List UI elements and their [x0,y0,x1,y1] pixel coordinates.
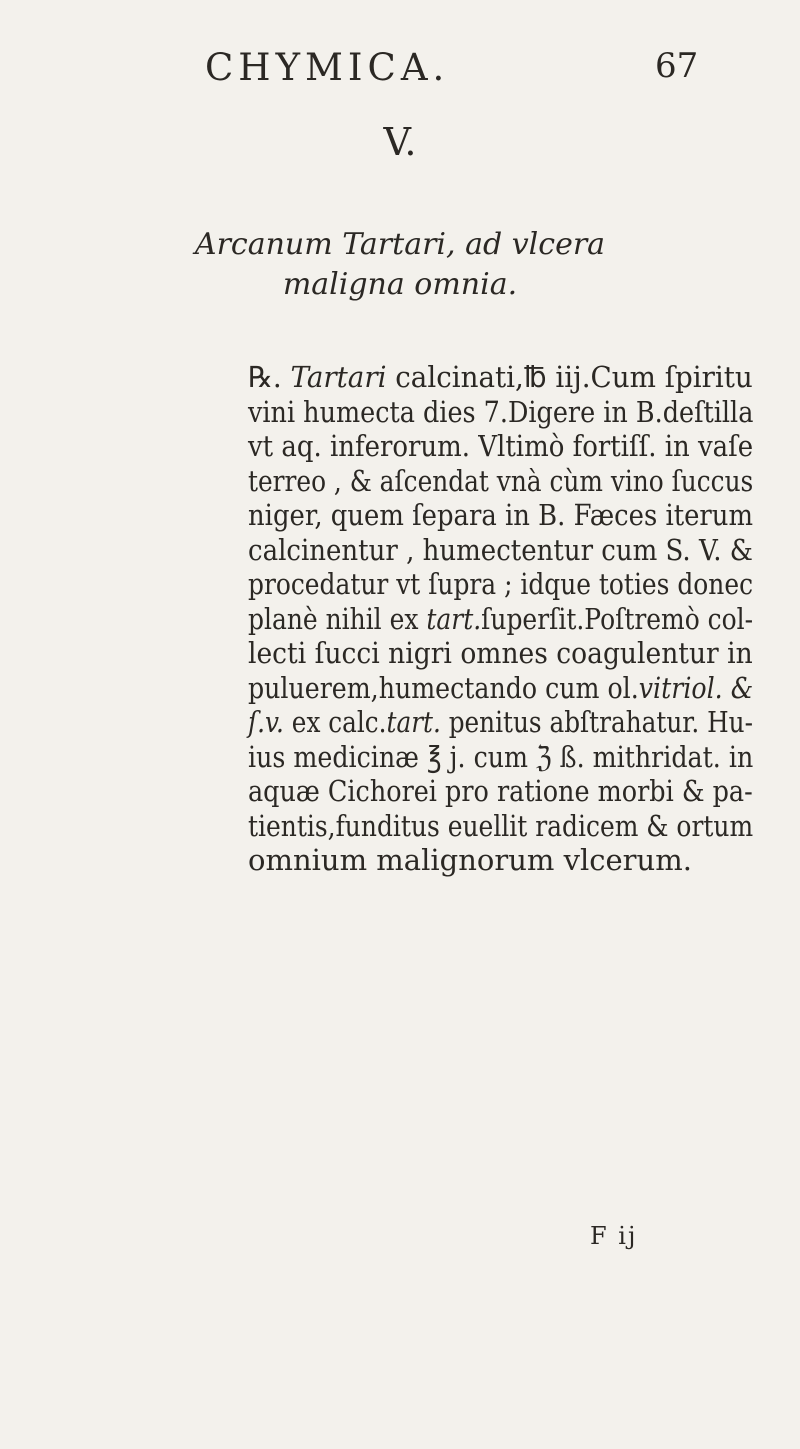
body-line [248,843,753,878]
body-text-segment: tart. [426,601,482,636]
body-text-segment: ſ.v. [248,705,284,739]
body-text-segment: lecti ſucci nigri omnes coagulentur in [248,636,753,670]
body-line [248,808,754,844]
body-text-segment: Tartari [290,360,387,394]
body-text-segment: ℞. [248,360,291,394]
body-text-segment: procedatur vt ſupra ; idque toties donec [248,567,754,601]
body-line [248,532,753,568]
body-text-segment: niger, quem ſepara in B. Fæces iterum [248,498,753,532]
body-text-segment: planè nihil ex [248,601,427,636]
body-line [248,360,753,395]
body-line [248,567,754,602]
body-line [248,739,754,775]
page-header [0,46,800,96]
body-line [248,705,753,740]
body-line [248,774,753,809]
heading-line-2: maligna omnia. [282,267,518,302]
signature-mark: F ij [590,1222,638,1250]
body-text-segment: omnium malignorum vlcerum. [248,843,692,877]
body-text-segment: ius medicinæ ℥ j. cum ℨ ß. mithridat. in [248,739,754,774]
body-line [248,394,754,430]
body-line [248,636,753,671]
recipe-body [248,360,753,878]
heading-line-1: Arcanum Tartari, ad vlcera [194,227,606,262]
recipe-heading [0,225,800,305]
body-text-segment: vitriol. & [638,670,754,705]
body-text-segment: calcinati,℔ iij.Cum ſpiritu [386,360,753,394]
body-text-segment: puluerem,humectando cum ol. [248,670,639,705]
page-number: 67 [655,46,699,86]
body-text-segment: tart. [386,705,441,739]
body-line [248,429,754,464]
body-text-segment: vt aq. inferorum. Vltimò fortiſſ. in vaſe [248,429,754,463]
body-text-segment: calcinentur , humectentur cum S. V. & [248,532,753,567]
body-text-segment: ex calc. [283,705,387,739]
running-head: CHYMICA. [205,46,450,89]
body-line [248,463,754,499]
body-line [248,601,754,637]
body-line [248,670,754,706]
body-line [248,498,753,533]
body-text-segment: vini humecta dies 7.Digere in B.deſtilla [248,394,754,429]
section-number: V. [383,120,417,164]
body-text-segment: penitus abſtrahatur. Hu- [440,705,753,739]
body-text-segment: tientis,funditus euellit radicem & ortum [248,808,754,843]
body-text-segment: aquæ Cichorei pro ratione morbi & pa- [248,774,753,808]
body-text-segment: ſuperſit.Poſtremò col- [481,601,754,636]
body-text-segment: terreo , & aſcendat vnà cùm vino ſuccus [248,463,754,498]
